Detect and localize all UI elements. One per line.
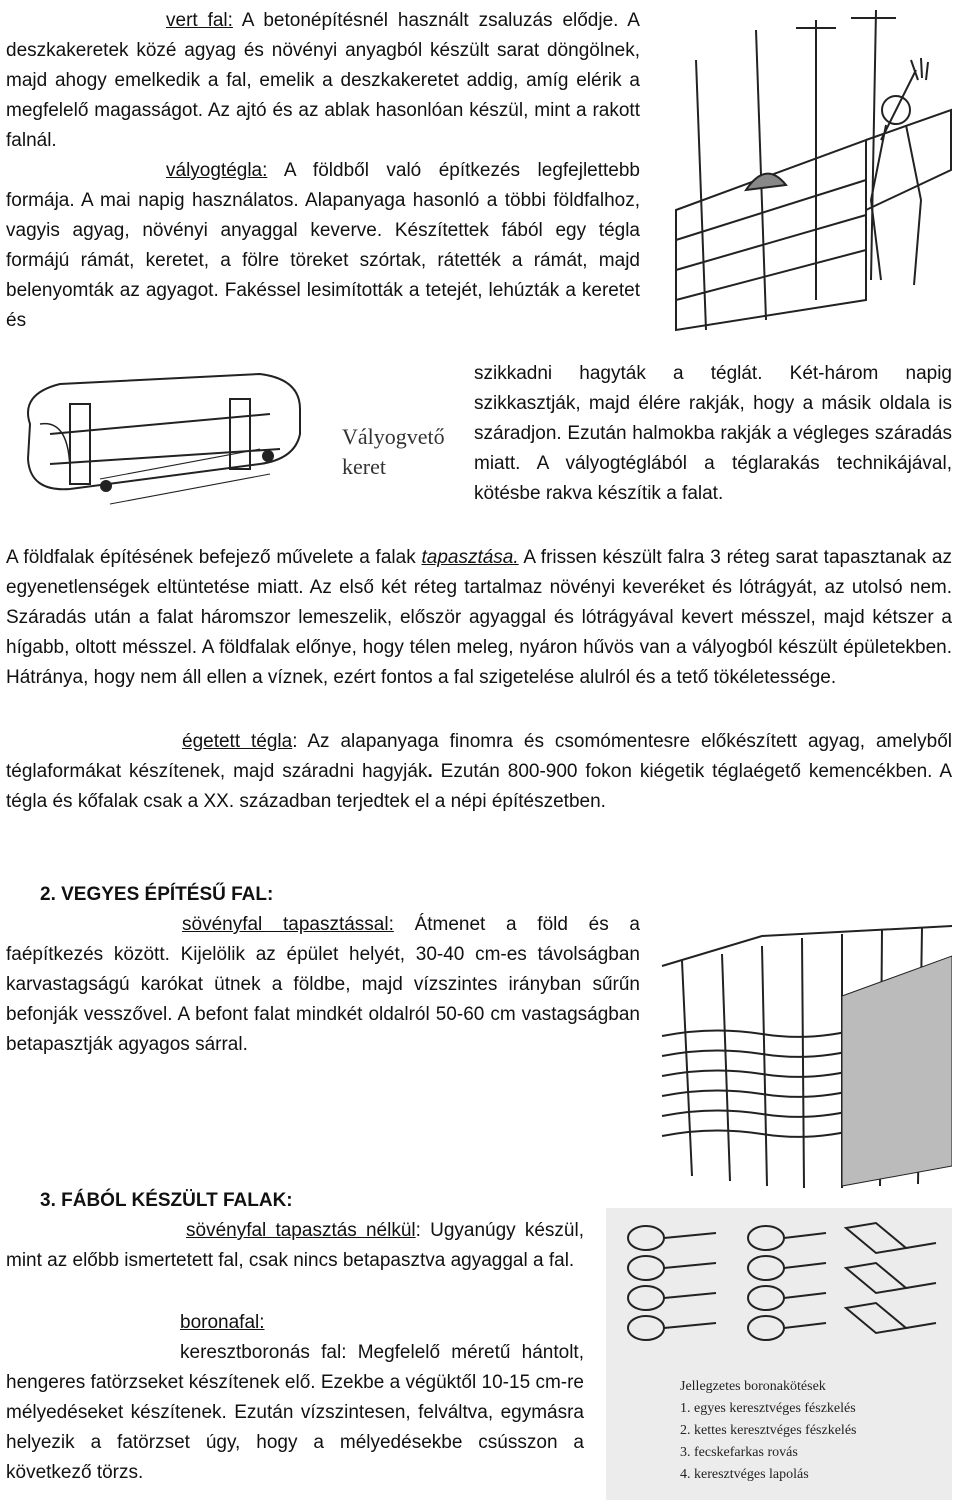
paragraph-vert-fal: vert fal: A betonépítésnél használt zsaluzás elődje. A deszkakeretek közé agyag és növényi anyagból készült sarat döngölnek, majd ahogy emelkedik a fal, emelik a deszkakeretet addig, amíg elérik a megfelelő magasságot. Az ajtó és az ablak hasonlóan készül, mint a rakott falnál. <box>6 10 640 151</box>
caption-valyogveto-line1: Vályogvető <box>342 424 445 449</box>
wattle-wall-illustration <box>652 916 952 1192</box>
figure-item-2: 2. kettes keresztvéges fészkelés <box>680 1423 857 1438</box>
paragraph-valyogtegla: vályogtégla: A földből való építkezés legfejlettebb formája. A mai napig használatos. Alapanyaga hasonló a többi földfalhoz, vagyis agyag, növényi anyaggal keverve. Készítettek fából egy tégla formájú rámát, keretet, a fölre töreket szórtak, rátették a rámát, majd belenyomták az agyagot. Fakéssel lesimították a tetejét, lehúzták a keretet és <box>6 160 640 331</box>
rammed-wall-illustration <box>666 0 956 338</box>
paragraph-valyogtegla-cont: szikkadni hagyták a téglát. Két-három napig szikkasztják, majd élére rakják, hogy a másik oldala is száradjon. Ezután halmokba rakják a végleges száradás miatt. A vályogtéglából a téglarakás technikájával, kötésbe rakva készítik a falat. <box>474 363 952 504</box>
section-heading-3: 3. FÁBÓL KÉSZÜLT FALAK: <box>40 1190 293 1211</box>
figure-valyogveto-keret <box>10 364 462 520</box>
paragraph-soveny-nelkul: sövényfal tapasztás nélkül: Ugyanúgy készül, mint az előbb ismertetett fal, csak nincs betapasztva agyaggal a fal. <box>6 1220 585 1271</box>
figure-item-1: 1. egyes keresztvéges fészkelés <box>680 1401 856 1416</box>
figure-wattle-wall <box>652 916 952 1192</box>
term-valyogtegla: vályogtégla: <box>166 160 268 181</box>
term-soveny-tapasztassal: sövényfal tapasztással: <box>182 914 394 935</box>
paragraph-egetett-tegla: égetett tégla: Az alapanyaga finomra és csomómentesre előkészített agyag, amelyből téglaformákat készítenek, majd száradni hagyják. Ezután 800-900 fokon kiégetik téglaégető kemencékben. A tégla és kőfalak csak a XX. században terjedtek el a népi építészetben. <box>6 731 952 812</box>
paragraph-tapasztas: A földfalak építésének befejező művelete a falak tapasztása. A frissen készült falra 3 réteg sarat tapasztanak az egyenetlenségek eltüntetése miatt. Az első két réteg tartalmaz növényi keveréket és lótrágyát, az utolsó nem. Száradás után a falat háromszor lemeszelik, először agyaggal és lótrágyával kevert mésszel, majd kétszer a hígabb, oltott mésszel. A földfalak előnye, hogy télen meleg, nyáron hűvös van a vályogból készült épületekben. Hátránya, hogy nem áll ellen a víznek, ezért fontos a fal szigetelése alulról és a tető tökéletessége. <box>6 547 952 688</box>
term-boronafal: boronafal: <box>180 1312 265 1333</box>
term-tapasztas: tapasztása. <box>421 547 519 568</box>
figure-boronakotesek-title: Jellegzetes boronakötések <box>680 1379 826 1394</box>
term-soveny-nelkul: sövényfal tapasztás nélkül <box>186 1220 416 1241</box>
term-egetett-tegla: égetett tégla <box>182 731 293 752</box>
figure-rammed-wall <box>666 0 956 338</box>
valyogveto-frame-illustration <box>10 364 320 520</box>
figure-item-4: 4. keresztvéges lapolás <box>680 1467 809 1482</box>
section-heading-2: 2. VEGYES ÉPÍTÉSŰ FAL: <box>40 884 274 905</box>
term-vert-fal: vert fal: <box>166 10 233 31</box>
paragraph-soveny-tapasztassal: sövényfal tapasztással: Átmenet a föld és a faépítkezés között. Kijelölik az épület helyét, 30-40 cm-es távolságban karvastagságú karókat ütnek a földbe, majd vízszintes irányban sűrűn befonják vesszővel. A befont falat mindkét oldalról 50-60 cm vastagságban betapasztják agyagos sárral. <box>6 914 640 1055</box>
log-joints-illustration <box>606 1208 952 1373</box>
paragraph-keresztboronas: keresztboronás fal: Megfelelő méretű hántolt, hengeres fatörzseket készítenek elő. Ezekbe a végüktől 10-15 cm-re mélyedéseket készítenek. Ezután vízszintesen, felváltva, egymásra helyezik a fatörzset úgy, hogy a mélyedésekbe csússzon a következő törzs. <box>6 1342 584 1483</box>
figure-boronakotesek <box>606 1208 952 1500</box>
figure-item-3: 3. fecskefarkas rovás <box>680 1445 798 1460</box>
caption-valyogveto-line2: keret <box>342 454 386 479</box>
